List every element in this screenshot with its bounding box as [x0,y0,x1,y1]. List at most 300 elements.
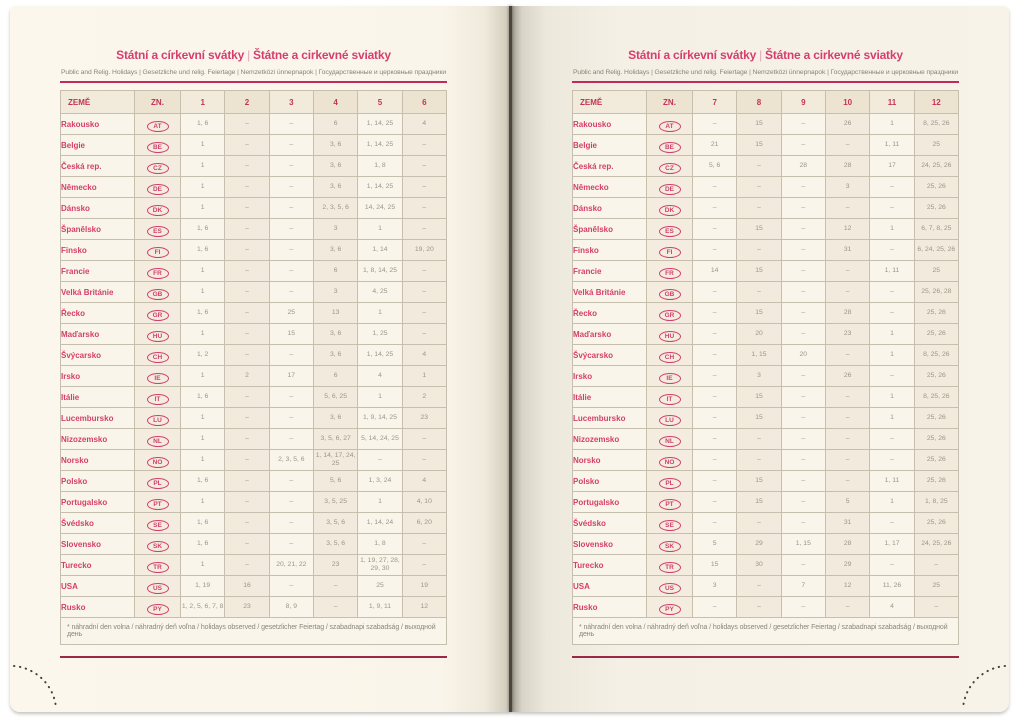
table-row [61,198,447,219]
country-code-cell [647,345,693,366]
country-name: Maďarsko [573,324,647,345]
month-column-header: 1 [181,91,225,114]
holiday-days-cell: 4, 25 [358,282,402,303]
code-column-header: ZN. [135,91,181,114]
holiday-days-cell: – [870,450,914,471]
holiday-days-cell: 25 [358,576,402,597]
holiday-days-cell: 1, 6 [181,240,225,261]
holiday-days-cell: – [693,450,737,471]
country-code-badge: CH [659,352,681,363]
holiday-days-cell: 25, 26 [914,408,958,429]
holiday-days-cell: – [402,177,446,198]
holiday-days-cell: – [225,156,269,177]
holiday-days-cell: – [781,135,825,156]
holiday-days-cell: – [825,450,869,471]
holidays-table-months-7-12 [572,90,959,645]
month-column-header: 3 [269,91,313,114]
holiday-days-cell: 19 [402,576,446,597]
holiday-days-cell: – [269,198,313,219]
holiday-days-cell: 3, 5, 6 [313,534,357,555]
holiday-days-cell: 28 [825,303,869,324]
holiday-days-cell: – [870,240,914,261]
country-code-cell [647,219,693,240]
holiday-days-cell: – [737,450,781,471]
holiday-days-cell: – [737,513,781,534]
table-row [573,597,959,618]
holiday-days-cell: – [693,471,737,492]
holiday-days-cell: – [781,240,825,261]
country-name: Maďarsko [61,324,135,345]
holiday-days-cell: 25, 26, 28 [914,282,958,303]
country-name: Portugalsko [573,492,647,513]
holiday-days-cell: – [781,555,825,576]
country-name: Švédsko [573,513,647,534]
holiday-days-cell: – [693,324,737,345]
country-name: Norsko [61,450,135,471]
country-code-badge: PY [659,604,681,615]
country-code-cell [647,303,693,324]
holiday-days-cell: 1, 14, 25 [358,114,402,135]
footnote-text: * náhradní den volna / náhradný deň voľna / holidays observed / gesetzlicher Feiertag / szabadnapi szabadság / выходной день [573,618,959,645]
footnote-row [573,618,959,645]
holiday-days-cell: 1, 14, 25 [358,345,402,366]
holiday-days-cell: 25, 26 [914,324,958,345]
table-row [61,450,447,471]
country-name: Lucembursko [573,408,647,429]
holiday-days-cell: 5, 6 [313,471,357,492]
holiday-days-cell: 15 [737,492,781,513]
country-name: Francie [573,261,647,282]
holiday-days-cell: 17 [870,156,914,177]
holiday-days-cell: 1 [870,324,914,345]
country-name: Norsko [573,450,647,471]
holiday-days-cell: 24, 25, 26 [914,156,958,177]
holiday-days-cell: 25, 26 [914,177,958,198]
table-row [61,534,447,555]
holiday-days-cell: – [781,303,825,324]
holiday-days-cell: 1, 19, 27, 28, 29, 30 [358,555,402,576]
holiday-days-cell: – [825,198,869,219]
country-name: Lucembursko [61,408,135,429]
holiday-days-cell: – [781,597,825,618]
country-code-badge: BE [659,142,681,153]
country-code-cell [647,156,693,177]
holiday-days-cell: – [225,534,269,555]
holiday-days-cell: 15 [737,408,781,429]
country-name: Polsko [61,471,135,492]
country-code-badge: US [659,583,681,594]
table-row [573,324,959,345]
holiday-days-cell: – [225,387,269,408]
holiday-days-cell: – [781,513,825,534]
holiday-days-cell: 1, 6 [181,513,225,534]
holiday-days-cell: 6 [313,261,357,282]
holiday-days-cell: – [693,240,737,261]
holiday-days-cell: 25 [914,261,958,282]
holiday-days-cell: 15 [693,555,737,576]
holiday-days-cell: – [781,261,825,282]
holiday-days-cell: 3, 6 [313,240,357,261]
country-code-badge: CZ [147,163,169,174]
holiday-days-cell: 1, 14, 17, 24, 25 [313,450,357,471]
holiday-days-cell: – [825,282,869,303]
country-code-badge: PY [147,604,169,615]
table-row [61,282,447,303]
title-czech: Státní a církevní svátky [116,48,245,62]
table-row [61,555,447,576]
page-right [512,6,1009,712]
holiday-days-cell: – [781,324,825,345]
country-code-badge: ES [659,226,681,237]
holiday-days-cell: 1, 6 [181,471,225,492]
holiday-days-cell: – [269,429,313,450]
country-name: Česká rep. [573,156,647,177]
holiday-days-cell: 1, 8 [358,534,402,555]
holiday-days-cell: – [825,345,869,366]
holiday-days-cell: – [781,450,825,471]
holiday-days-cell: 15 [737,471,781,492]
table-row [573,198,959,219]
holiday-days-cell: 5 [693,534,737,555]
country-code-badge: HU [659,331,681,342]
holiday-days-cell: – [737,240,781,261]
country-code-badge: AT [147,121,169,132]
holiday-days-cell: 15 [737,219,781,240]
holiday-days-cell: 25, 26 [914,450,958,471]
table-header-row [573,91,959,114]
holiday-days-cell: – [870,366,914,387]
holiday-days-cell: 1 [181,261,225,282]
table-row [61,303,447,324]
holiday-days-cell: 6, 7, 8, 25 [914,219,958,240]
country-code-badge: NL [147,436,169,447]
page-subtitle: Public and Relig. Holidays | Gesetzliche und relig. Feiertage | Nemzetközi ünnepnapok | Государственные и церковные праздники [572,69,959,76]
table-row [573,282,959,303]
holiday-days-cell: 1, 8 [358,156,402,177]
holiday-days-cell: – [781,219,825,240]
holiday-days-cell: – [358,450,402,471]
page-subtitle: Public and Relig. Holidays | Gesetzliche und relig. Feiertage | Nemzetközi ünnepnapok | Государственные и церковные праздники [60,69,447,76]
holiday-days-cell: 1, 6 [181,387,225,408]
holiday-days-cell: 3 [313,219,357,240]
holiday-days-cell: 2 [402,387,446,408]
country-code-cell [135,198,181,219]
country-name: Nizozemsko [573,429,647,450]
holiday-days-cell: 1 [181,555,225,576]
country-name: Belgie [573,135,647,156]
table-row [61,513,447,534]
holiday-days-cell: 5 [825,492,869,513]
holiday-days-cell: – [269,408,313,429]
holiday-days-cell: – [693,492,737,513]
table-row [61,156,447,177]
country-code-cell [135,576,181,597]
holiday-days-cell: – [781,471,825,492]
table-row [573,114,959,135]
country-code-cell [135,345,181,366]
country-name: Švýcarsko [61,345,135,366]
holiday-days-cell: – [825,429,869,450]
table-row [61,177,447,198]
holiday-days-cell: – [313,597,357,618]
holiday-days-cell: – [825,408,869,429]
country-code-badge: TR [659,562,681,573]
holiday-days-cell: 1 [870,492,914,513]
holiday-days-cell: – [225,471,269,492]
holiday-days-cell: – [225,282,269,303]
country-name: Turecko [61,555,135,576]
holiday-days-cell: – [225,261,269,282]
maroon-rule-bottom [572,656,959,658]
country-code-badge: GR [147,310,169,321]
holiday-days-cell: – [737,177,781,198]
page-title [60,48,447,62]
country-name: Rakousko [573,114,647,135]
holiday-days-cell: – [781,492,825,513]
holiday-days-cell: – [693,597,737,618]
country-name: Velká Británie [61,282,135,303]
table-row [61,576,447,597]
holiday-days-cell: 1, 19 [181,576,225,597]
holiday-days-cell: 1, 6 [181,303,225,324]
month-column-header: 10 [825,91,869,114]
holiday-days-cell: – [402,450,446,471]
table-row [61,366,447,387]
table-body [573,114,959,618]
table-body [61,114,447,618]
holiday-days-cell: 1, 6 [181,219,225,240]
holiday-days-cell: – [737,156,781,177]
country-code-cell [647,282,693,303]
holiday-days-cell: 4 [402,345,446,366]
holiday-days-cell: 1, 11 [870,261,914,282]
country-code-badge: SK [659,541,681,552]
holiday-days-cell: 1, 17 [870,534,914,555]
holiday-days-cell: 1, 8, 14, 25 [358,261,402,282]
table-row [573,240,959,261]
table-row [61,471,447,492]
holiday-days-cell: 23 [225,597,269,618]
country-code-badge: CZ [659,163,681,174]
holiday-days-cell: – [269,156,313,177]
title-separator: | [247,48,251,62]
country-code-cell [135,408,181,429]
holiday-days-cell: 12 [825,219,869,240]
country-code-cell [135,135,181,156]
holiday-days-cell: 6 [313,366,357,387]
holiday-days-cell: – [269,114,313,135]
holiday-days-cell: – [269,345,313,366]
country-code-cell [647,177,693,198]
holiday-days-cell: 1 [181,324,225,345]
holiday-days-cell: 23 [402,408,446,429]
table-row [61,135,447,156]
holiday-days-cell: 1 [181,177,225,198]
holiday-days-cell: – [693,177,737,198]
holiday-days-cell: 1, 15 [737,345,781,366]
holiday-days-cell: – [402,429,446,450]
holiday-days-cell: 15 [269,324,313,345]
holiday-days-cell: 1 [402,366,446,387]
holiday-days-cell: 4 [402,114,446,135]
maroon-rule-bottom [60,656,447,658]
holiday-days-cell: 13 [313,303,357,324]
month-column-header: 5 [358,91,402,114]
country-code-badge: US [147,583,169,594]
holiday-days-cell: 3 [693,576,737,597]
country-code-cell [135,534,181,555]
holiday-days-cell: – [225,303,269,324]
holiday-days-cell: 1 [870,114,914,135]
country-code-cell [647,492,693,513]
holiday-days-cell: 12 [402,597,446,618]
holiday-days-cell: 8, 25, 26 [914,114,958,135]
title-slovak: Štátne a cirkevné sviatky [765,48,903,62]
footnote-row [61,618,447,645]
holiday-days-cell: 28 [781,156,825,177]
table-row [573,261,959,282]
holiday-days-cell: 3, 5, 6 [313,513,357,534]
holiday-days-cell: 3, 5, 25 [313,492,357,513]
country-code-cell [647,198,693,219]
holiday-days-cell: 4 [402,471,446,492]
country-code-badge: NO [147,457,169,468]
holiday-days-cell: – [225,492,269,513]
holiday-days-cell: 25, 26 [914,366,958,387]
country-code-cell [135,114,181,135]
holiday-days-cell: – [781,177,825,198]
holiday-days-cell: 3, 6 [313,345,357,366]
table-row [61,429,447,450]
table-row [573,177,959,198]
holiday-days-cell: – [225,177,269,198]
holiday-days-cell: 26 [825,114,869,135]
holiday-days-cell: 15 [737,135,781,156]
holiday-days-cell: 1 [358,387,402,408]
holiday-days-cell: 4, 10 [402,492,446,513]
table-row [573,219,959,240]
table-row [573,366,959,387]
holiday-days-cell: 3, 5, 6, 27 [313,429,357,450]
holiday-days-cell: – [269,261,313,282]
holiday-days-cell: 3, 6 [313,324,357,345]
holiday-days-cell: 1 [181,156,225,177]
holiday-days-cell: 6 [313,114,357,135]
country-code-badge: NO [659,457,681,468]
table-row [61,492,447,513]
holiday-days-cell: – [269,282,313,303]
country-code-badge: DK [659,205,681,216]
country-name: Finsko [573,240,647,261]
holiday-days-cell: 4 [870,597,914,618]
holiday-days-cell: 29 [825,555,869,576]
holiday-days-cell: 15 [737,261,781,282]
holiday-days-cell: 3 [825,177,869,198]
holiday-days-cell: – [737,429,781,450]
country-code-badge: PL [659,478,681,489]
code-column-header: ZN. [647,91,693,114]
month-column-header: 4 [313,91,357,114]
holiday-days-cell: – [781,198,825,219]
country-name: Německo [61,177,135,198]
holiday-days-cell: 1, 9, 11 [358,597,402,618]
country-code-cell [647,471,693,492]
table-header-row [61,91,447,114]
holiday-days-cell: 16 [225,576,269,597]
holiday-days-cell: – [693,429,737,450]
holiday-days-cell: 5, 14, 24, 25 [358,429,402,450]
holiday-days-cell: 14, 24, 25 [358,198,402,219]
holiday-days-cell: – [737,282,781,303]
holiday-days-cell: 30 [737,555,781,576]
country-code-cell [647,114,693,135]
country-code-cell [135,492,181,513]
table-row [61,219,447,240]
country-code-cell [647,450,693,471]
holiday-days-cell: – [693,114,737,135]
country-code-cell [135,513,181,534]
country-code-cell [647,534,693,555]
holiday-days-cell: 14 [693,261,737,282]
holiday-days-cell: – [402,219,446,240]
country-name: Slovensko [573,534,647,555]
country-name: Itálie [573,387,647,408]
country-name: Dánsko [61,198,135,219]
table-row [61,261,447,282]
holiday-days-cell: 1 [181,366,225,387]
holiday-days-cell: – [225,450,269,471]
footnote-text: * náhradní den volna / náhradný deň voľna / holidays observed / gesetzlicher Feiertag / szabadnapi szabadság / выходной день [61,618,447,645]
holiday-days-cell: – [225,513,269,534]
holiday-days-cell: 1, 8, 25 [914,492,958,513]
table-row [61,408,447,429]
holiday-days-cell: 15 [737,387,781,408]
country-code-badge: DK [147,205,169,216]
holiday-days-cell: – [870,429,914,450]
country-code-badge: DE [147,184,169,195]
country-code-badge: DE [659,184,681,195]
country-code-badge: GB [659,289,681,300]
country-code-cell [135,366,181,387]
holiday-days-cell: – [269,492,313,513]
holiday-days-cell: 31 [825,240,869,261]
holiday-days-cell: 1, 11 [870,135,914,156]
table-row [61,240,447,261]
holiday-days-cell: – [870,513,914,534]
holiday-days-cell: 3, 6 [313,408,357,429]
country-column-header: ZEMĚ [573,91,647,114]
holiday-days-cell: 20, 21, 22 [269,555,313,576]
country-code-badge: SE [147,520,169,531]
page-title [572,48,959,62]
holiday-days-cell: 8, 25, 26 [914,387,958,408]
holiday-days-cell: – [402,198,446,219]
holiday-days-cell: 29 [737,534,781,555]
country-code-badge: PT [659,499,681,510]
holiday-days-cell: 1 [870,345,914,366]
country-code-badge: GB [147,289,169,300]
holiday-days-cell: – [825,387,869,408]
country-name: Španělsko [61,219,135,240]
country-code-badge: FI [147,247,169,258]
holiday-days-cell: 1 [870,219,914,240]
holiday-days-cell: 1 [870,387,914,408]
holiday-days-cell: – [693,345,737,366]
country-code-badge: BE [147,142,169,153]
holiday-days-cell: 1, 14, 25 [358,177,402,198]
title-slovak: Štátne a cirkevné sviatky [253,48,391,62]
title-czech: Státní a církevní svátky [628,48,757,62]
